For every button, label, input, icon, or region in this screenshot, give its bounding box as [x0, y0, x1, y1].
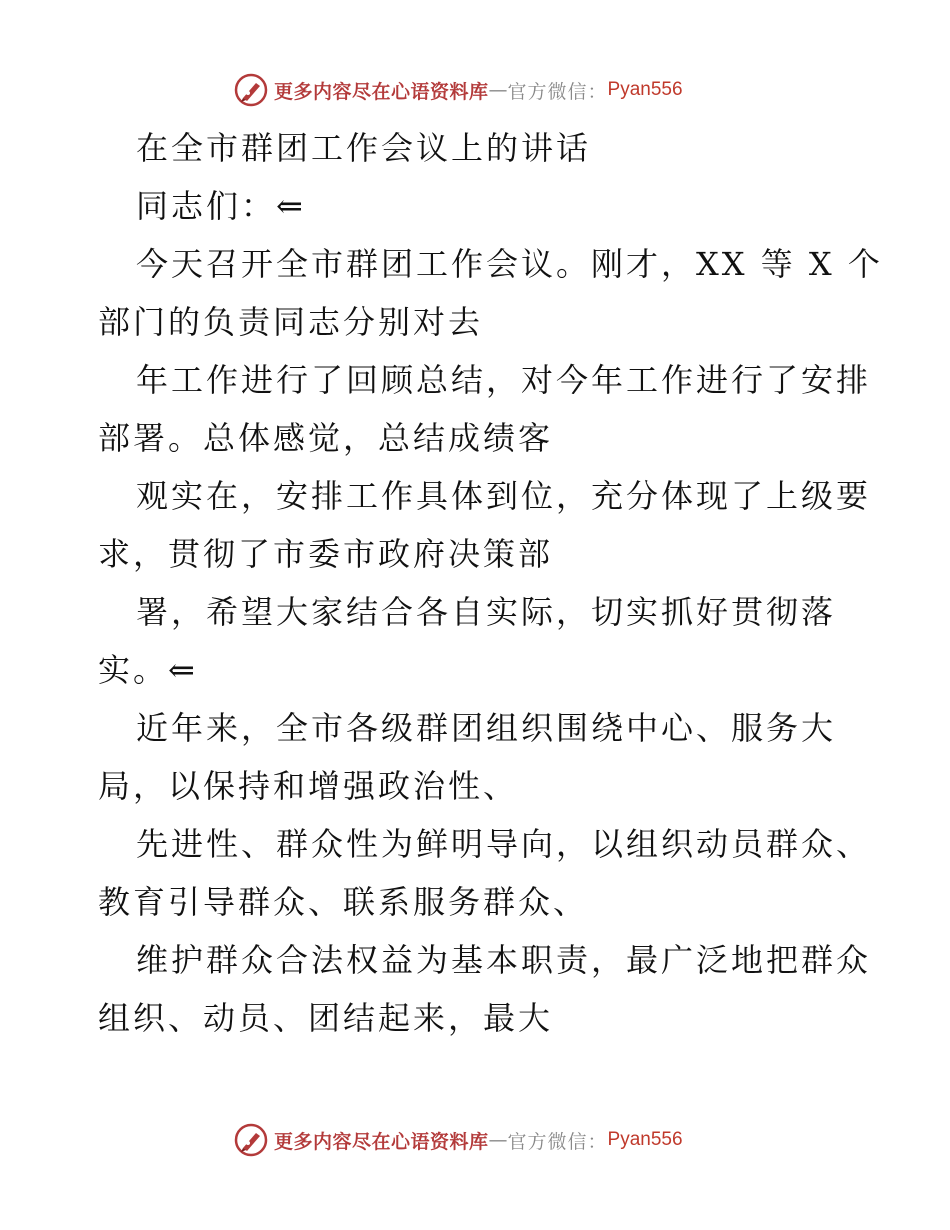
- footer-banner: [234, 1120, 683, 1160]
- header-brand-text: 更多内容尽在心语资料库: [274, 80, 489, 103]
- paragraph-line: 求，贯彻了市委市政府决策部: [98, 535, 554, 573]
- salutation: 同志们：⇐: [136, 187, 306, 225]
- header-banner: [234, 70, 683, 110]
- pen-logo-icon: [234, 1123, 268, 1157]
- paragraph-line: 年工作进行了回顾总结，对今年工作进行了安排: [136, 361, 872, 399]
- pen-logo-icon: [234, 73, 268, 107]
- document-title: 在全市群团工作会议上的讲话: [136, 129, 592, 167]
- paragraph-line: 实。⇐: [98, 651, 198, 689]
- paragraph-line: 部门的负责同志分别对去: [98, 303, 484, 341]
- document-body: [98, 128, 883, 1056]
- footer-wechat-id: Pyan556: [607, 1129, 683, 1150]
- paragraph-line: 观实在，安排工作具体到位，充分体现了上级要: [136, 477, 872, 515]
- paragraph-line: 今天召开全市群团工作会议。刚才，XX 等 X 个: [136, 245, 883, 283]
- paragraph-line: 部署。总体感觉，总结成绩客: [98, 419, 554, 457]
- header-dash: —: [488, 79, 508, 101]
- paragraph-line: 局，以保持和增强政治性、: [98, 767, 519, 805]
- paragraph-line: 先进性、群众性为鲜明导向，以组织动员群众、: [136, 825, 872, 863]
- paragraph-line: 维护群众合法权益为基本职责，最广泛地把群众: [136, 941, 872, 979]
- footer-dash: —: [488, 1129, 508, 1151]
- paragraph-line: 教育引导群众、联系服务群众、: [98, 883, 589, 921]
- header-wechat-label: 官方微信：: [507, 80, 608, 103]
- paragraph-line: 组织、动员、团结起来，最大: [98, 999, 554, 1037]
- paragraph-line: 近年来，全市各级群团组织围绕中心、服务大: [136, 709, 837, 747]
- footer-wechat-label: 官方微信：: [507, 1130, 608, 1153]
- paragraph-line: 署，希望大家结合各自实际，切实抓好贯彻落: [136, 593, 837, 631]
- header-wechat-id: Pyan556: [607, 79, 683, 100]
- footer-brand-text: 更多内容尽在心语资料库: [274, 1130, 489, 1153]
